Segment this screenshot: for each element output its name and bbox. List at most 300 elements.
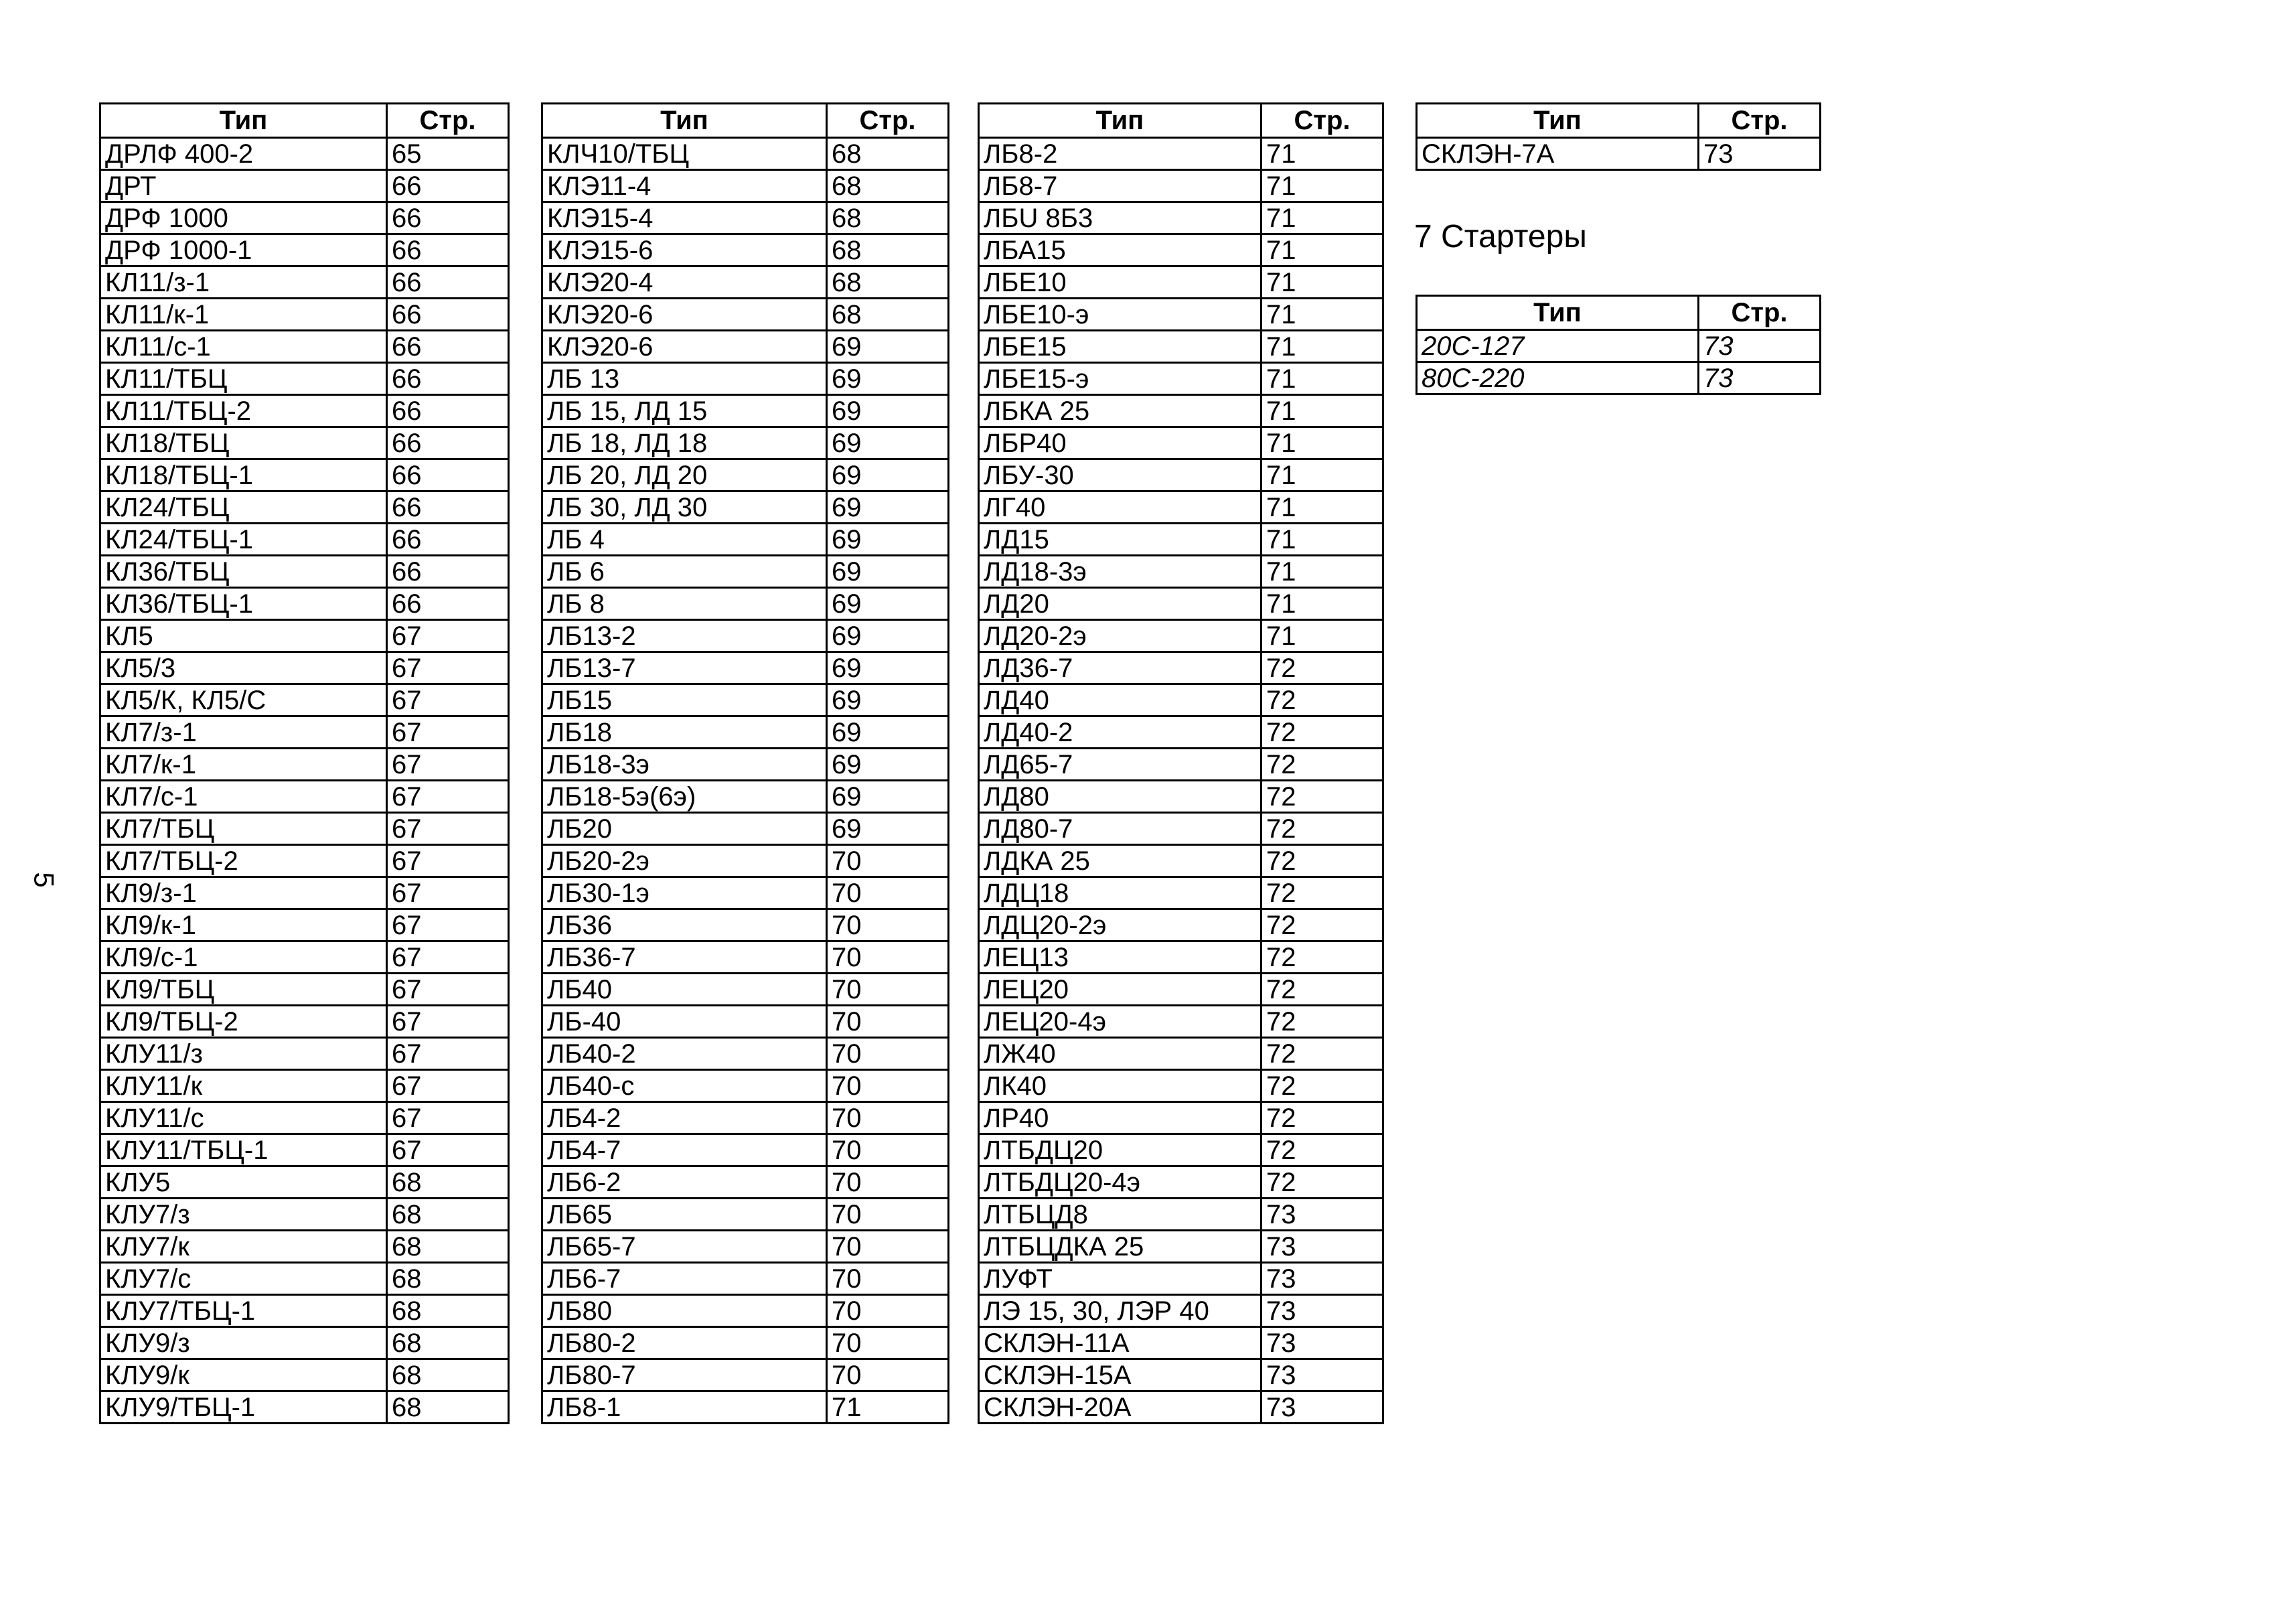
table-row	[979, 877, 1383, 909]
cell-type: КЛ9/к-1	[100, 909, 387, 941]
cell-type: КЛУ9/ТБЦ-1	[100, 1391, 387, 1424]
table-row	[100, 588, 509, 620]
cell-type: ДРФ 1000-1	[100, 234, 387, 266]
table-row	[542, 1038, 949, 1070]
cell-page: 71	[1261, 427, 1383, 459]
cell-page: 66	[387, 234, 509, 266]
cell-page: 71	[1261, 363, 1383, 395]
cell-page: 66	[387, 331, 509, 363]
table-row	[979, 1166, 1383, 1199]
cell-page: 69	[827, 620, 949, 652]
cell-type: ЛБ 13	[542, 363, 827, 395]
table-header-row	[542, 104, 949, 138]
cell-type: ЛТБЦД8	[979, 1199, 1261, 1231]
cell-type: КЛЭ20-6	[542, 299, 827, 331]
cell-type: КЛ5	[100, 620, 387, 652]
cell-type: КЛЭ15-6	[542, 234, 827, 266]
table-row	[100, 877, 509, 909]
cell-type: КЛУ7/с	[100, 1263, 387, 1295]
table-row	[979, 1231, 1383, 1263]
cell-page: 71	[827, 1391, 949, 1424]
table-row	[542, 363, 949, 395]
cell-type: КЛ7/ТБЦ-2	[100, 845, 387, 877]
cell-type: ЛБ18	[542, 716, 827, 749]
cell-page: 73	[1261, 1295, 1383, 1327]
cell-type: КЛУ11/к	[100, 1070, 387, 1102]
table-row	[979, 331, 1383, 363]
cell-type: КЛУ5	[100, 1166, 387, 1199]
cell-type: ЛБ 30, ЛД 30	[542, 491, 827, 524]
cell-type: ЛБЕ10	[979, 266, 1261, 299]
cell-page: 73	[1261, 1231, 1383, 1263]
cell-type: ЛБ6-7	[542, 1263, 827, 1295]
table-row	[100, 1038, 509, 1070]
cell-type: ЛБУ-30	[979, 459, 1261, 491]
cell-type: ЛБР40	[979, 427, 1261, 459]
cell-page: 68	[387, 1327, 509, 1359]
table-row	[979, 1295, 1383, 1327]
cell-type: ЛБ18-3э	[542, 749, 827, 781]
cell-type: ЛД36-7	[979, 652, 1261, 684]
cell-type: ЛБ8-1	[542, 1391, 827, 1424]
cell-type: ЛЖ40	[979, 1038, 1261, 1070]
cell-page: 70	[827, 941, 949, 974]
cell-page: 69	[827, 749, 949, 781]
table-row	[542, 1006, 949, 1038]
cell-page: 70	[827, 974, 949, 1006]
cell-type: КЛ9/с-1	[100, 941, 387, 974]
cell-type: ЛУФТ	[979, 1263, 1261, 1295]
table-row	[542, 1166, 949, 1199]
cell-page: 70	[827, 1166, 949, 1199]
table-row	[100, 1166, 509, 1199]
table-row	[542, 202, 949, 234]
cell-page: 66	[387, 170, 509, 202]
table-row	[100, 1102, 509, 1134]
cell-page: 68	[387, 1199, 509, 1231]
cell-type: ЛЭ 15, 30, ЛЭР 40	[979, 1295, 1261, 1327]
cell-page: 73	[1261, 1359, 1383, 1391]
cell-type: ЛБ36-7	[542, 941, 827, 974]
column-header-page: Стр.	[1699, 296, 1821, 330]
cell-page: 68	[827, 138, 949, 170]
cell-type: ЛБ65-7	[542, 1231, 827, 1263]
table-row	[100, 395, 509, 427]
cell-page: 69	[827, 459, 949, 491]
column-header-page: Стр.	[1261, 104, 1383, 138]
table-row	[100, 234, 509, 266]
table-row	[100, 909, 509, 941]
cell-type: ЛБ8-7	[979, 170, 1261, 202]
table-row	[100, 427, 509, 459]
cell-page: 72	[1261, 684, 1383, 716]
cell-page: 69	[827, 813, 949, 845]
cell-type: КЛЭ15-4	[542, 202, 827, 234]
table-row	[979, 781, 1383, 813]
cell-page: 72	[1261, 716, 1383, 749]
cell-page: 71	[1261, 556, 1383, 588]
cell-type: ЛР40	[979, 1102, 1261, 1134]
cell-type: ЛД18-3э	[979, 556, 1261, 588]
table-row	[542, 1263, 949, 1295]
cell-page: 67	[387, 845, 509, 877]
cell-page: 71	[1261, 588, 1383, 620]
cell-page: 68	[827, 170, 949, 202]
table-row	[979, 1391, 1383, 1424]
cell-page: 69	[827, 716, 949, 749]
cell-page: 71	[1261, 491, 1383, 524]
cell-type: СКЛЭН-15А	[979, 1359, 1261, 1391]
cell-page: 71	[1261, 234, 1383, 266]
table-row	[542, 781, 949, 813]
cell-type: ЛБ 18, ЛД 18	[542, 427, 827, 459]
cell-page: 70	[827, 877, 949, 909]
cell-type: КЛУ7/з	[100, 1199, 387, 1231]
cell-type: ЛБ 4	[542, 524, 827, 556]
cell-page: 71	[1261, 331, 1383, 363]
cell-page: 67	[387, 652, 509, 684]
cell-page: 73	[1699, 138, 1821, 170]
cell-type: ЛБ4-2	[542, 1102, 827, 1134]
cell-page: 69	[827, 684, 949, 716]
starters-table	[1415, 295, 1821, 395]
cell-type: КЛУ7/к	[100, 1231, 387, 1263]
cell-page: 72	[1261, 974, 1383, 1006]
cell-type: ЛБ 8	[542, 588, 827, 620]
table-row	[100, 1006, 509, 1038]
cell-type: КЛ11/с-1	[100, 331, 387, 363]
cell-type: КЛ24/ТБЦ-1	[100, 524, 387, 556]
cell-page: 73	[1261, 1263, 1383, 1295]
table-row	[979, 620, 1383, 652]
column-header-type: Тип	[542, 104, 827, 138]
cell-type: ЛДЦ20-2э	[979, 909, 1261, 941]
table-row	[542, 620, 949, 652]
cell-type: КЛЭ20-6	[542, 331, 827, 363]
table-row	[542, 138, 949, 170]
table-row	[979, 363, 1383, 395]
index-table-3	[978, 102, 1384, 1424]
cell-type: ЛБ30-1э	[542, 877, 827, 909]
cell-page: 67	[387, 1134, 509, 1166]
table-row	[979, 588, 1383, 620]
table-row	[542, 299, 949, 331]
cell-type: ЛБ20	[542, 813, 827, 845]
cell-type: КЛ5/3	[100, 652, 387, 684]
table-row	[979, 1102, 1383, 1134]
cell-type: КЛ18/ТБЦ-1	[100, 459, 387, 491]
table-row	[542, 845, 949, 877]
cell-page: 72	[1261, 1166, 1383, 1199]
cell-page: 71	[1261, 395, 1383, 427]
cell-page: 67	[387, 974, 509, 1006]
column-header-type: Тип	[100, 104, 387, 138]
table-row	[100, 941, 509, 974]
cell-type: ЛЕЦ20	[979, 974, 1261, 1006]
table-row	[100, 299, 509, 331]
cell-page: 69	[827, 781, 949, 813]
table-row	[542, 813, 949, 845]
table-row	[100, 491, 509, 524]
table-row	[542, 684, 949, 716]
cell-type: ЛБ-40	[542, 1006, 827, 1038]
table-row	[979, 813, 1383, 845]
cell-page: 66	[387, 427, 509, 459]
cell-page: 69	[827, 427, 949, 459]
cell-type: КЛ5/К, КЛ5/С	[100, 684, 387, 716]
table-row	[100, 524, 509, 556]
cell-page: 66	[387, 395, 509, 427]
table-row	[542, 491, 949, 524]
cell-type: ЛД40-2	[979, 716, 1261, 749]
table-row	[100, 1231, 509, 1263]
cell-page: 72	[1261, 877, 1383, 909]
table-row	[542, 941, 949, 974]
cell-page: 71	[1261, 138, 1383, 170]
column-header-page: Стр.	[1699, 104, 1821, 138]
cell-type: ЛБЕ10-э	[979, 299, 1261, 331]
cell-page: 70	[827, 1038, 949, 1070]
cell-page: 70	[827, 1231, 949, 1263]
cell-page: 67	[387, 941, 509, 974]
cell-type: КЛУ9/к	[100, 1359, 387, 1391]
table-row	[542, 427, 949, 459]
cell-type: ЛДЦ18	[979, 877, 1261, 909]
table-row	[979, 941, 1383, 974]
table-row	[979, 1199, 1383, 1231]
cell-type: КЛ9/з-1	[100, 877, 387, 909]
cell-type: КЛ11/ТБЦ-2	[100, 395, 387, 427]
cell-type: ЛБ13-7	[542, 652, 827, 684]
cell-page: 70	[827, 845, 949, 877]
cell-type: ЛБ 15, ЛД 15	[542, 395, 827, 427]
cell-page: 67	[387, 813, 509, 845]
cell-page: 70	[827, 1359, 949, 1391]
cell-page: 70	[827, 1263, 949, 1295]
cell-page: 65	[387, 138, 509, 170]
cell-type: ЛБЕ15	[979, 331, 1261, 363]
cell-page: 69	[827, 588, 949, 620]
cell-type: ЛБ36	[542, 909, 827, 941]
table-row	[979, 1327, 1383, 1359]
table-row	[542, 1327, 949, 1359]
cell-page: 71	[1261, 524, 1383, 556]
table-row	[1417, 330, 1821, 362]
cell-page: 73	[1699, 330, 1821, 362]
cell-type: 80С-220	[1417, 362, 1699, 394]
cell-page: 70	[827, 1102, 949, 1134]
cell-page: 68	[827, 299, 949, 331]
index-table-2	[541, 102, 949, 1424]
cell-type: КЛ7/к-1	[100, 749, 387, 781]
cell-type: ЛБ 6	[542, 556, 827, 588]
cell-page: 72	[1261, 1102, 1383, 1134]
cell-page: 72	[1261, 749, 1383, 781]
table-row	[979, 684, 1383, 716]
table-row	[542, 459, 949, 491]
table-row	[100, 331, 509, 363]
table-row	[100, 1199, 509, 1231]
cell-type: КЛ7/з-1	[100, 716, 387, 749]
table-row	[979, 170, 1383, 202]
table-row	[100, 974, 509, 1006]
cell-page: 72	[1261, 652, 1383, 684]
table-row	[542, 1199, 949, 1231]
cell-type: ЛЕЦ13	[979, 941, 1261, 974]
cell-type: ЛД65-7	[979, 749, 1261, 781]
cell-page: 67	[387, 1038, 509, 1070]
index-table-4	[1415, 102, 1821, 171]
cell-type: СКЛЭН-11А	[979, 1327, 1261, 1359]
table-row	[979, 395, 1383, 427]
cell-type: ЛБ80-2	[542, 1327, 827, 1359]
table-row	[100, 266, 509, 299]
cell-type: КЛУ11/ТБЦ-1	[100, 1134, 387, 1166]
cell-type: ЛБ65	[542, 1199, 827, 1231]
table-row	[542, 266, 949, 299]
table-row	[542, 331, 949, 363]
cell-page: 69	[827, 331, 949, 363]
cell-type: ЛБ80	[542, 1295, 827, 1327]
cell-type: ЛБ15	[542, 684, 827, 716]
cell-type: ДРЛФ 400-2	[100, 138, 387, 170]
cell-type: ЛД20-2э	[979, 620, 1261, 652]
table-row	[542, 170, 949, 202]
table-row	[979, 1134, 1383, 1166]
table-row	[100, 1327, 509, 1359]
cell-type: ЛБ40	[542, 974, 827, 1006]
cell-type: КЛЭ20-4	[542, 266, 827, 299]
table-row	[979, 652, 1383, 684]
cell-type: ЛД15	[979, 524, 1261, 556]
table-row	[542, 652, 949, 684]
cell-type: КЛ9/ТБЦ-2	[100, 1006, 387, 1038]
cell-page: 68	[387, 1359, 509, 1391]
cell-page: 71	[1261, 459, 1383, 491]
cell-page: 73	[1699, 362, 1821, 394]
table-row	[542, 716, 949, 749]
table-row	[542, 1359, 949, 1391]
cell-type: КЛ11/к-1	[100, 299, 387, 331]
cell-page: 66	[387, 588, 509, 620]
cell-page: 66	[387, 556, 509, 588]
table-header-row	[979, 104, 1383, 138]
cell-type: ЛБ4-7	[542, 1134, 827, 1166]
cell-page: 66	[387, 491, 509, 524]
column-header-page: Стр.	[827, 104, 949, 138]
cell-page: 72	[1261, 1038, 1383, 1070]
table-row	[979, 1359, 1383, 1391]
cell-page: 68	[387, 1391, 509, 1424]
table-row	[979, 491, 1383, 524]
table-row	[100, 459, 509, 491]
cell-type: КЛУ11/с	[100, 1102, 387, 1134]
column-header-type: Тип	[1417, 296, 1699, 330]
cell-page: 69	[827, 524, 949, 556]
table-row	[979, 266, 1383, 299]
cell-page: 68	[387, 1263, 509, 1295]
cell-page: 66	[387, 363, 509, 395]
cell-page: 73	[1261, 1327, 1383, 1359]
cell-type: ЛБА15	[979, 234, 1261, 266]
cell-page: 68	[827, 202, 949, 234]
table-row	[979, 1263, 1383, 1295]
cell-type: ЛБКА 25	[979, 395, 1261, 427]
cell-type: КЛ24/ТБЦ	[100, 491, 387, 524]
cell-type: ЛД40	[979, 684, 1261, 716]
table-header-row	[1417, 296, 1821, 330]
cell-type: ЛД20	[979, 588, 1261, 620]
cell-page: 68	[387, 1166, 509, 1199]
cell-page: 72	[1261, 781, 1383, 813]
cell-page: 67	[387, 877, 509, 909]
cell-page: 72	[1261, 1006, 1383, 1038]
table-row	[1417, 138, 1821, 170]
section-heading: 7 Стартеры	[1414, 219, 1587, 254]
table-row	[100, 1070, 509, 1102]
cell-page: 66	[387, 266, 509, 299]
cell-page: 69	[827, 556, 949, 588]
cell-page: 68	[827, 266, 949, 299]
table-row	[100, 684, 509, 716]
cell-page: 69	[827, 363, 949, 395]
table-row	[979, 749, 1383, 781]
cell-page: 67	[387, 749, 509, 781]
cell-type: ЛД80	[979, 781, 1261, 813]
cell-type: ЛБ40-с	[542, 1070, 827, 1102]
table-row	[542, 556, 949, 588]
cell-type: ЛБ 20, ЛД 20	[542, 459, 827, 491]
page-number: 5	[28, 872, 60, 888]
table-row	[542, 909, 949, 941]
table-row	[979, 1070, 1383, 1102]
cell-page: 70	[827, 1295, 949, 1327]
cell-type: КЛ36/ТБЦ	[100, 556, 387, 588]
cell-page: 70	[827, 1134, 949, 1166]
cell-page: 72	[1261, 1134, 1383, 1166]
table-row	[542, 1231, 949, 1263]
table-row	[100, 716, 509, 749]
cell-type: КЛ11/з-1	[100, 266, 387, 299]
cell-type: ЛК40	[979, 1070, 1261, 1102]
column-header-type: Тип	[979, 104, 1261, 138]
cell-page: 67	[387, 684, 509, 716]
cell-type: СКЛЭН-7А	[1417, 138, 1699, 170]
cell-type: ЛБЕ15-э	[979, 363, 1261, 395]
cell-type: ЛБ80-7	[542, 1359, 827, 1391]
cell-type: КЛ18/ТБЦ	[100, 427, 387, 459]
cell-page: 71	[1261, 266, 1383, 299]
cell-type: КЛ7/ТБЦ	[100, 813, 387, 845]
cell-page: 66	[387, 459, 509, 491]
table-row	[100, 170, 509, 202]
table-row	[100, 620, 509, 652]
table-row	[542, 234, 949, 266]
cell-page: 71	[1261, 620, 1383, 652]
table-row	[542, 1134, 949, 1166]
cell-page: 70	[827, 909, 949, 941]
table-row	[979, 909, 1383, 941]
table-row	[100, 845, 509, 877]
cell-type: ЛЕЦ20-4э	[979, 1006, 1261, 1038]
table-row	[100, 1359, 509, 1391]
cell-type: КЛУ11/з	[100, 1038, 387, 1070]
column-header-type: Тип	[1417, 104, 1699, 138]
table-row	[100, 652, 509, 684]
cell-page: 67	[387, 781, 509, 813]
cell-type: ЛД80-7	[979, 813, 1261, 845]
table-row	[100, 813, 509, 845]
